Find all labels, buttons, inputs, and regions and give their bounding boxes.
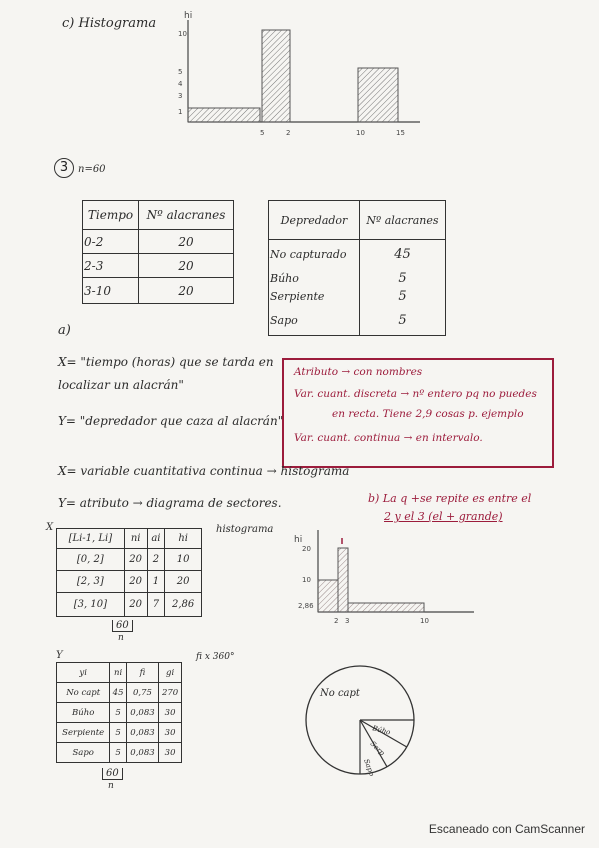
th: hi bbox=[165, 529, 202, 549]
cell: 5 bbox=[359, 306, 445, 336]
ytick: 5 bbox=[178, 68, 183, 76]
bar-0-2 bbox=[318, 580, 338, 612]
sector-label: Sapo bbox=[362, 757, 376, 778]
bar-2-3 bbox=[262, 30, 290, 122]
cell: Sapo bbox=[269, 306, 360, 336]
table3-label: X bbox=[46, 522, 54, 533]
x-variable-type: X= variable cuantitativa continua → histograma bbox=[58, 464, 350, 478]
cell: No capturado bbox=[269, 240, 360, 270]
th-time: Tiempo bbox=[83, 201, 139, 230]
hi-label: hi bbox=[184, 11, 193, 21]
cell: [3, 10] bbox=[57, 593, 125, 617]
cell: 5 bbox=[359, 288, 445, 306]
cell: Búho bbox=[57, 703, 110, 723]
cell: No capt bbox=[57, 683, 110, 703]
cell: 2 bbox=[147, 549, 165, 571]
cell: Serpiente bbox=[57, 723, 110, 743]
cell: Serpiente bbox=[269, 288, 360, 306]
cell: 45 bbox=[110, 683, 126, 703]
table3-total: 60 bbox=[112, 620, 133, 632]
xtick: 2 bbox=[334, 617, 339, 625]
cell: 3-10 bbox=[83, 278, 139, 304]
x-definition-line1: X= "tiempo (horas) que se tarda en bbox=[58, 355, 274, 369]
cell: 7 bbox=[147, 593, 165, 617]
cell: 0,083 bbox=[126, 723, 158, 743]
ytick: 1 bbox=[178, 108, 183, 116]
part-a-label: a) bbox=[58, 323, 71, 338]
histogram-c bbox=[160, 10, 430, 150]
cell: 5 bbox=[110, 743, 126, 763]
pie-chart bbox=[300, 660, 420, 780]
cell: 0,75 bbox=[126, 683, 158, 703]
cell: 45 bbox=[359, 240, 445, 270]
cell: 0,083 bbox=[126, 743, 158, 763]
cell: 270 bbox=[159, 683, 182, 703]
cell: 20 bbox=[139, 230, 234, 254]
th: yi bbox=[57, 663, 110, 683]
cell: 30 bbox=[159, 703, 182, 723]
note-line: en recta. Tiene 2,9 cosas p. ejemplo bbox=[332, 408, 524, 420]
xtick: 5 bbox=[260, 129, 265, 137]
part-c-label: c) Histograma bbox=[62, 16, 157, 31]
cell: 20 bbox=[165, 571, 202, 593]
bar-10-15 bbox=[358, 68, 398, 122]
time-table bbox=[82, 200, 234, 304]
cell: 30 bbox=[159, 723, 182, 743]
exercise-number: 3 bbox=[54, 158, 74, 178]
hi-label: hi bbox=[294, 535, 303, 545]
cell: 5 bbox=[110, 703, 126, 723]
th: gi bbox=[159, 663, 182, 683]
bar-2-3 bbox=[338, 548, 348, 612]
cell: 20 bbox=[124, 593, 147, 617]
y-definition: Y= "depredador que caza al alacrán" bbox=[58, 414, 284, 428]
table4-label: Y bbox=[56, 650, 63, 661]
th: ai bbox=[147, 529, 165, 549]
x-definition-line2: localizar un alacrán" bbox=[58, 378, 184, 392]
cell: 5 bbox=[359, 270, 445, 288]
sector-label: No capt bbox=[320, 688, 360, 699]
table4-total: 60 bbox=[102, 768, 123, 780]
cell: Búho bbox=[269, 270, 360, 288]
cell: [0, 2] bbox=[57, 549, 125, 571]
cell: 5 bbox=[110, 723, 126, 743]
th: ni bbox=[110, 663, 126, 683]
cell: 10 bbox=[165, 549, 202, 571]
xtick: 15 bbox=[396, 129, 405, 137]
cell: 20 bbox=[139, 254, 234, 278]
note-line: Var. cuant. continua → en intervalo. bbox=[294, 432, 483, 444]
xtick: 10 bbox=[356, 129, 365, 137]
xtick: 2 bbox=[286, 129, 291, 137]
cell: 20 bbox=[124, 571, 147, 593]
footer-watermark: Escaneado con CamScanner bbox=[428, 822, 585, 836]
part-b-line2: 2 y el 3 (el + grande) bbox=[384, 510, 503, 523]
th-count: Nº alacranes bbox=[139, 201, 234, 230]
ytick: 2,86 bbox=[298, 602, 314, 610]
sector-label: Serp bbox=[368, 739, 387, 758]
th-count: Nº alacranes bbox=[359, 201, 445, 240]
cell: Sapo bbox=[57, 743, 110, 763]
cell: 2-3 bbox=[83, 254, 139, 278]
cell: 0,083 bbox=[126, 703, 158, 723]
cell: 2,86 bbox=[165, 593, 202, 617]
bar-0-2 bbox=[188, 108, 260, 122]
bar-3-10 bbox=[348, 603, 424, 612]
ytick: 10 bbox=[178, 30, 187, 38]
xtick: 10 bbox=[420, 617, 429, 625]
frequency-table-x bbox=[56, 528, 202, 617]
xtick: 3 bbox=[345, 617, 350, 625]
table4-total-label: n bbox=[108, 781, 114, 791]
table4-note: fi x 360° bbox=[196, 652, 235, 662]
sector-label: Búho bbox=[371, 724, 392, 737]
cell: 20 bbox=[139, 278, 234, 304]
cell: 30 bbox=[159, 743, 182, 763]
th: [Li-1, Li] bbox=[57, 529, 125, 549]
part-b-line1: b) La q +se repite es entre el bbox=[368, 492, 532, 505]
note-box bbox=[282, 358, 554, 468]
ytick: 20 bbox=[302, 545, 311, 553]
th: fi bbox=[126, 663, 158, 683]
predator-table bbox=[268, 200, 446, 336]
histogram-x bbox=[284, 520, 484, 635]
sample-size: n=60 bbox=[78, 164, 106, 175]
cell: 20 bbox=[124, 549, 147, 571]
cell: 0-2 bbox=[83, 230, 139, 254]
y-variable-type: Y= atributo → diagrama de sectores. bbox=[58, 496, 282, 510]
ytick: 10 bbox=[302, 576, 311, 584]
ytick: 3 bbox=[178, 92, 183, 100]
note-line: Atributo → con nombres bbox=[294, 366, 423, 378]
th: ni bbox=[124, 529, 147, 549]
frequency-table-y bbox=[56, 662, 182, 763]
cell: 1 bbox=[147, 571, 165, 593]
note-line: Var. cuant. discreta → nº entero pq no puedes bbox=[294, 388, 537, 400]
table3-total-label: n bbox=[118, 633, 124, 643]
cell: [2, 3] bbox=[57, 571, 125, 593]
ytick: 4 bbox=[178, 80, 183, 88]
histogram-label: histograma bbox=[216, 524, 274, 535]
th-predator: Depredador bbox=[269, 201, 360, 240]
